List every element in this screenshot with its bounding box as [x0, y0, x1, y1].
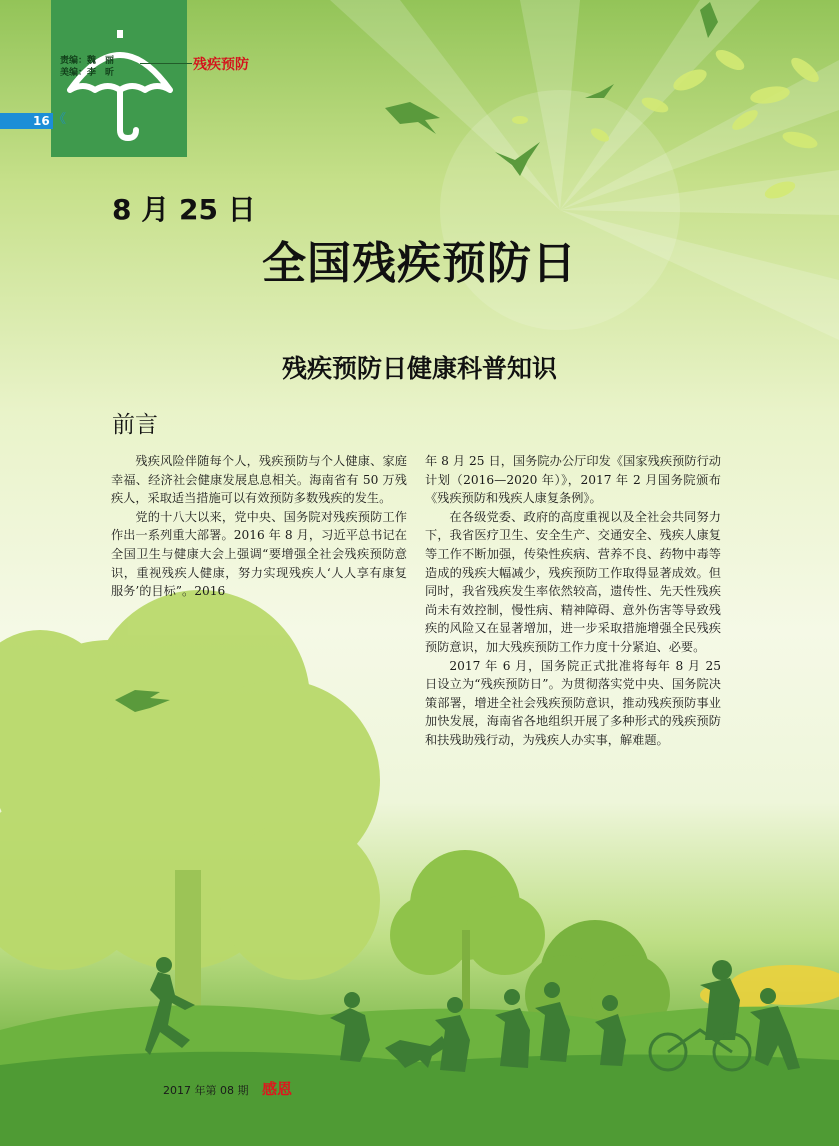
header-rule: [140, 63, 192, 64]
editor-credit: 责编：魏 丽: [60, 56, 115, 66]
paragraph: 残疾风险伴随每个人，残疾预防与个人健康、家庭幸福、经济社会健康发展息息相关。海南省有 50 万残疾人，采取适当措施可以有效预防多数残疾的发生。: [111, 454, 407, 506]
umbrella-icon: [65, 30, 175, 145]
issue-label: 2017 年第 08 期: [163, 1084, 249, 1097]
body-column-left: [111, 452, 407, 601]
column-header-block: [51, 0, 187, 157]
section-name: 残疾预防: [193, 57, 249, 73]
page-number-guillemet: 《: [53, 112, 67, 127]
paragraph: 在各级党委、政府的高度重视以及全社会共同努力下，我省医疗卫生、安全生产、交通安全、残疾人康复等工作不断加强，传染性疾病、营养不良、药物中毒等造成的残疾大幅减少，残疾预防工作取得显著成效。但同时，我省残疾发生率依然较高，遗传性、先天性残疾尚未有效控制，慢性病、精神障碍、意外伤害等导致残疾的风险又在显著增加，进一步采取措施增强全民残疾预防意识，加大残疾预防工作力度十分紧迫、必要。: [425, 509, 721, 654]
paragraph: 2017 年 6 月，国务院正式批准将每年 8 月 25 日设立为“残疾预防日”。为贯彻落实党中央、国务院决策部署，增进全社会残疾预防意识，推动残疾预防事业加快发展，海南省各地组织开展了多种形式的残疾预防和扶残助残行动，为残疾人办实事，解难题。: [425, 658, 721, 747]
magazine-brand: 感恩: [262, 1080, 293, 1098]
paragraph: 年 8 月 25 日，国务院办公厅印发《国家残疾预防行动计划（2016—2020 年）》，2017 年 2 月国务院颁布《残疾预防和残疾人康复条例》。: [425, 454, 721, 506]
page-number: 16: [33, 114, 50, 128]
designer-credit: 美编：李 昕: [60, 68, 115, 78]
body-column-right: [425, 452, 721, 750]
date-heading: 8 月 25 日: [112, 193, 256, 226]
paragraph: 党的十八大以来，党中央、国务院对残疾预防工作作出一系列重大部署。2016 年 8 月，习近平总书记在全国卫生与健康大会上强调“要增强全社会残疾预防意识，重视残疾人健康，努力实现残疾人‘人人享有康复服务’的目标”。2016: [111, 509, 407, 599]
page-title: 全国残疾预防日: [262, 238, 577, 289]
foreword-heading: 前言: [112, 412, 158, 438]
article-subtitle: 残疾预防日健康科普知识: [281, 354, 557, 383]
